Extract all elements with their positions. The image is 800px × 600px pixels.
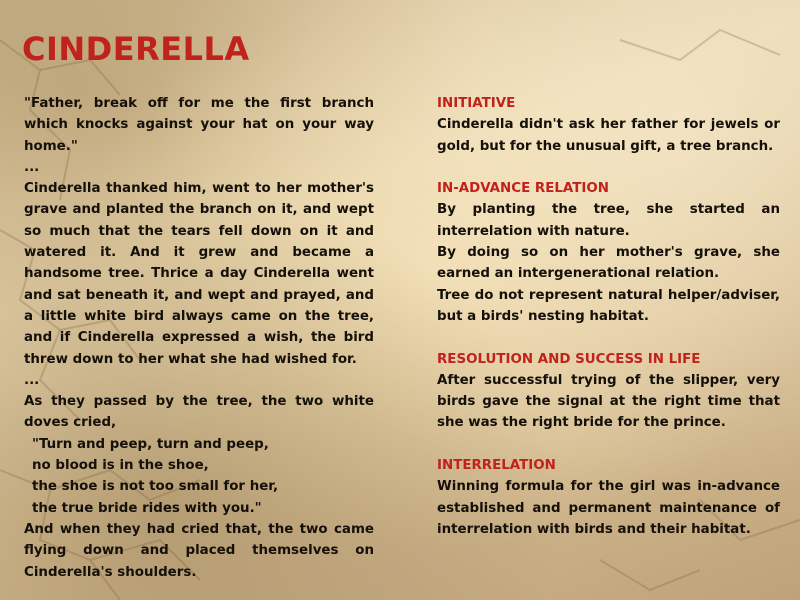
analysis-column	[437, 93, 780, 540]
section-text: Winning formula for the girl was in-advance established and permanent maintenance of interrelation with birds and their habitat.	[437, 479, 780, 537]
verse-line: the shoe is not too small for her,	[32, 479, 279, 495]
verse-line: the true bride rides with you."	[32, 500, 262, 516]
section-heading: INTERRELATION	[437, 458, 556, 474]
section-heading: IN-ADVANCE RELATION	[437, 181, 609, 197]
section-heading: INITIATIVE	[437, 96, 516, 111]
section-text: By planting the tree, she started an interrelation with nature.	[437, 202, 780, 239]
story-paragraph: As they passed by the tree, the two white doves cried,	[24, 394, 374, 431]
section-text: After successful trying of the slipper, very birds gave the signal at the right time that she was the right bride for the prince.	[437, 372, 780, 431]
story-paragraph: And when they had cried that, the two came flying down and placed themselves on Cinderella's shoulders.	[24, 521, 374, 580]
story-paragraph: Cinderella thanked him, went to her mother's grave and planted the branch on it, and wept so much that the tears fell down on it and watered it. And it grew and became a handsome tree. Thrice a day Cinderella went and sat beneath it, and wept and prayed, and a little white bird always came on the tree, and if Cinderella expressed a wish, the bird threw down to her what she had wished for.	[24, 181, 374, 367]
verse-line: no blood is in the shoe,	[32, 458, 209, 474]
section-text: Cinderella didn't ask her father for jewels or gold, but for the unusual gift, a tree branch.	[437, 117, 780, 154]
ellipsis: ...	[24, 372, 40, 388]
verse-line: "Turn and peep, turn and peep,	[32, 436, 269, 452]
section-text: By doing so on her mother's grave, she earned an intergenerational relation.	[437, 245, 780, 282]
section-text: Tree do not represent natural helper/adviser, but a birds' nesting habitat.	[437, 287, 780, 324]
story-excerpt	[24, 93, 374, 583]
ellipsis: ...	[24, 159, 40, 175]
father-quote: "Father, break off for me the first branch which knocks against your hat on your way home."	[24, 96, 374, 154]
section-heading: RESOLUTION AND SUCCESS IN LIFE	[437, 351, 701, 367]
page-title: CINDERELLA	[22, 30, 250, 68]
